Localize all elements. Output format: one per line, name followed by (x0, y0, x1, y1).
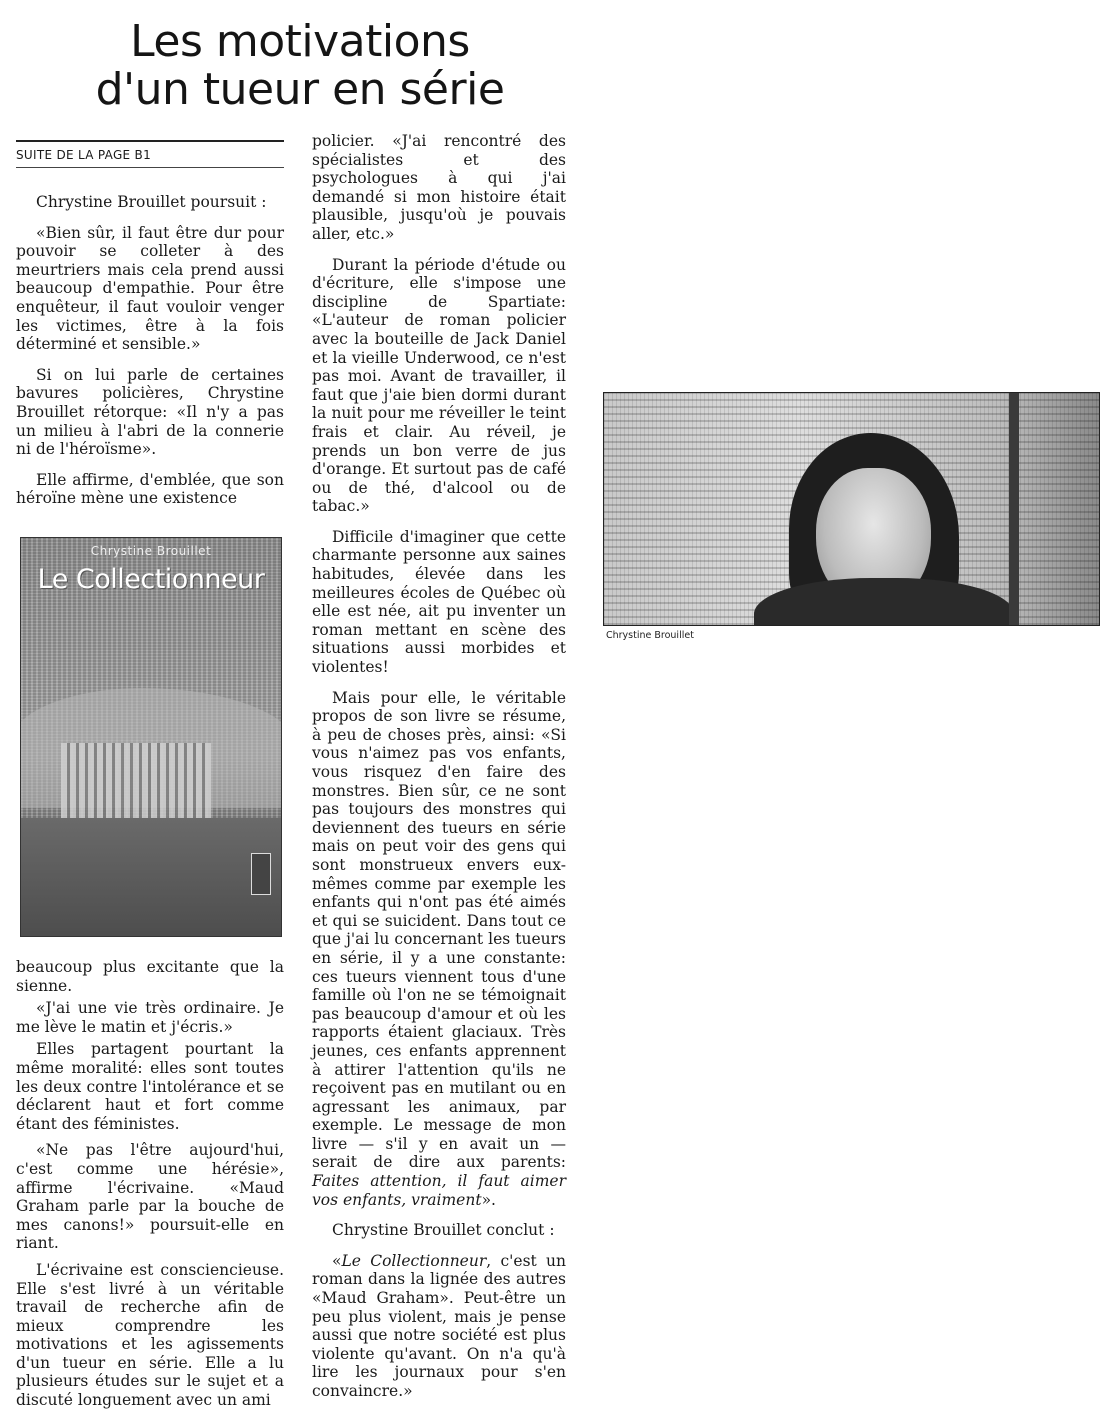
paragraph: Chrystine Brouillet poursuit : (36, 193, 267, 211)
paragraph: beaucoup plus excitante que la sienne. (16, 958, 284, 995)
paragraph: «J'ai une vie très ordinaire. Je me lève le matin et j'écris.» (16, 999, 284, 1036)
paragraph: Difficile d'imaginer que cette charmante personne aux saines habitudes, élevée dans les meilleures écoles de Québec où elle est née, ait pu inventer un roman mettant en scène des situations aussi morbides et violentes! (312, 527, 566, 677)
book-cover-image (20, 537, 282, 937)
paragraph: policier. «J'ai rencontré des spécialistes et des psychologues à qui j'ai demandé si mon histoire était plausible, jusqu'où je pouvais aller, etc.» (312, 132, 566, 243)
article-column-2 (312, 132, 566, 1413)
photo-caption: Chrystine Brouillet (606, 630, 694, 641)
book-cover-building (61, 743, 211, 823)
paragraph: Elle affirme, d'emblée, que son héroïne mène une existence (16, 470, 284, 508)
paragraph: «Bien sûr, il faut être dur pour pouvoir se colleter à des meurtriers mais cela prend aussi beaucoup d'empathie. Pour être enquêteur, il faut vouloir venger les victimes, être à la fois déterminé et sensible.» (16, 223, 284, 354)
book-cover-publisher-mark (251, 853, 271, 895)
article-column-1-top (16, 193, 284, 520)
paragraph (312, 689, 566, 1210)
paragraph-text: Mais pour elle, le véritable propos de son livre se résume, à peu de choses près, ainsi: «Si vous n'aimez pas vos enfants, vous risquez d'en faire des monstres. Bien sûr, ce ne sont pas toujours des monstres qui deviennent des tueurs en série mais on peut voir des gens qui sont monstrueux envers eux-mêmes comme par exemple les enfants qui n'ont pas été aimés et qui se suicident. Dans tout ce que j'ai lu concernant les tueurs en série, il y a une constante: ces tueurs viennent tous d'une famille où l'on ne se témoignait pas beaucoup d'amour et où les rapports étaient glaciaux. Très jeunes, ces enfants apprennent à attirer l'attention qu'ils ne reçoivent pas en mutilant ou en agressant les animaux, par exemple. Le message de mon livre — s'il y en avait un — serait de dire aux parents: (312, 688, 566, 1172)
paragraph: Si on lui parle de certaines bavures policières, Chrystine Brouillet rétorque: «Il n'y a pas un milieu à l'abri de la connerie ni de l'héroïsme». (16, 365, 284, 459)
paragraph: Durant la période d'étude ou d'écriture, elle s'impose une discipline de Spartiate: «L'auteur de roman policier avec la bouteille de Jack Daniel et la vieille Underwood, ce n'est pas moi. Avant de travailler, il faut que j'aie bien dormi durant la nuit pour me réveiller le teint frais et clair. Au réveil, je prends un bon verre de jus d'orange. Et surtout pas de café ou de thé, d'alcool ou de tabac.» (312, 255, 566, 516)
article-column-1-bottom (16, 958, 284, 1422)
paragraph-text: ». (481, 1190, 496, 1209)
paragraph: Chrystine Brouillet conclut : (332, 1221, 555, 1240)
book-cover-title: Le Collectionneur (37, 564, 265, 595)
paragraph-text: , c'est un roman dans la lignée des autres «Maud Graham». Peut-être un peu plus violent, mais je pense aussi que notre société est plus violente qu'avant. On n'a qu'à lire les journaux pour s'en convaincre.» (312, 1251, 567, 1400)
paragraph: Elles partagent pourtant la même moralité: elles sont toutes les deux contre l'intolérance et se déclarent haut et fort comme étant des féministes. (16, 1040, 284, 1133)
paragraph: «Ne pas l'être aujourd'hui, c'est comme une hérésie», affirme l'écrivaine. «Maud Graham parle par la bouche de mes canons!» poursuit-elle en riant. (16, 1141, 284, 1253)
portrait-background-post (1009, 393, 1019, 625)
paragraph-emphasis: Faites attention, il faut aimer vos enfants, vraiment (312, 1172, 566, 1209)
headline-line-1: Les motivations (130, 16, 470, 67)
book-title-reference: Le Collectionneur (341, 1251, 487, 1270)
paragraph (312, 1252, 566, 1401)
continued-from-label: SUITE DE LA PAGE B1 (16, 140, 284, 168)
quote-mark: « (332, 1251, 342, 1270)
book-cover-author: Chrystine Brouillet (90, 544, 212, 558)
headline-line-2: d'un tueur en série (95, 64, 505, 115)
author-portrait-photo (603, 392, 1100, 626)
book-cover-ground (21, 818, 281, 937)
paragraph: L'écrivaine est consciencieuse. Elle s'est livré à un véritable travail de recherche afin de mieux comprendre les motivations et les agissements d'un tueur en série. Elle a lu plusieurs études sur le sujet et a discuté longuement avec un ami (16, 1260, 284, 1410)
headline (40, 18, 560, 114)
